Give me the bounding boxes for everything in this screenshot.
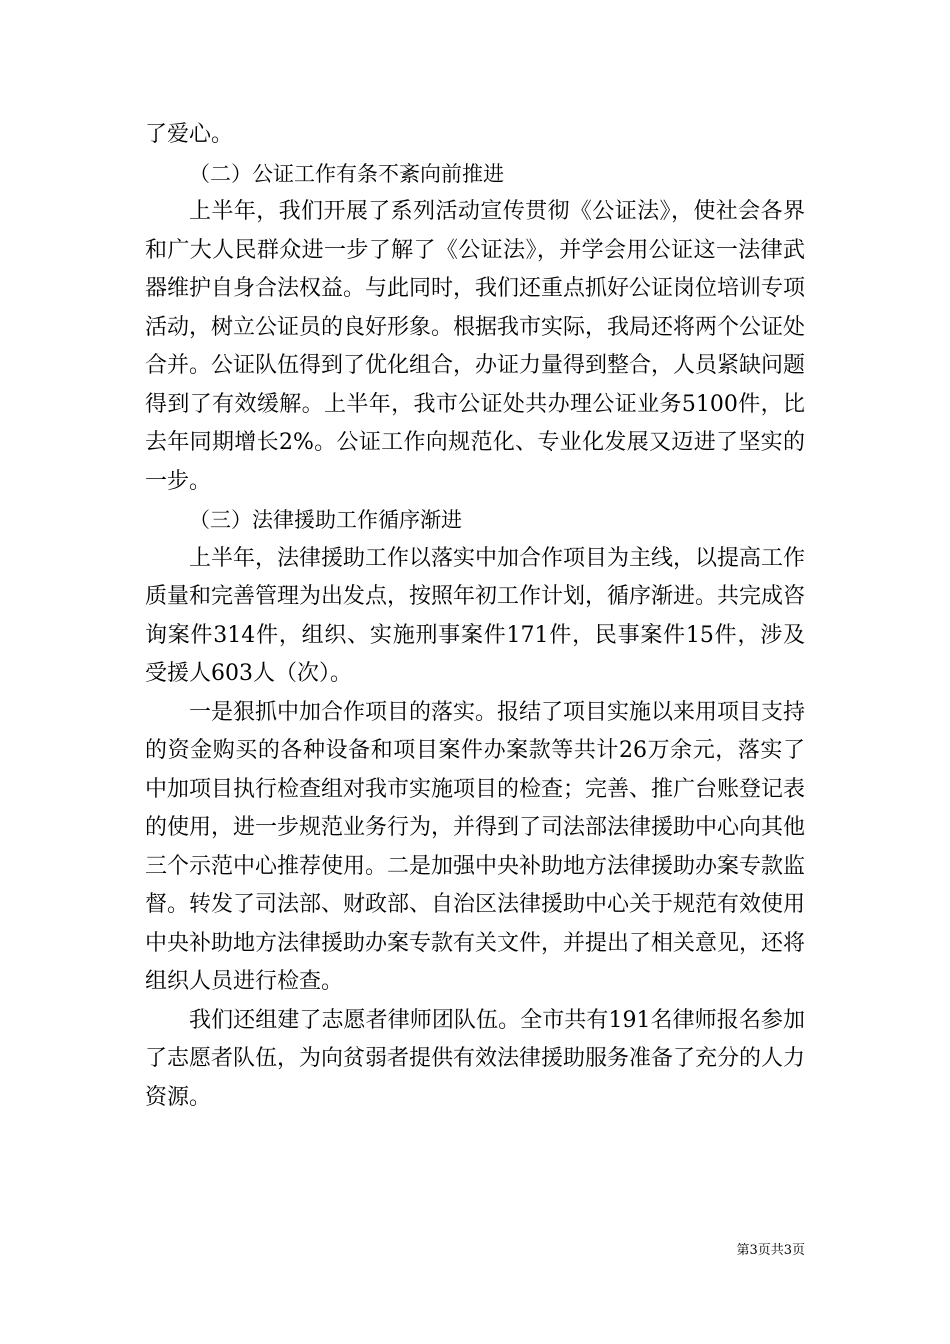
- document-body: [145, 116, 805, 1117]
- body-paragraph-volunteer-lawyers: 我们还组建了志愿者律师团队伍。全市共有191名律师报名参加了志愿者队伍，为向贫弱者提供有效法律援助服务准备了充分的人力资源。: [145, 1007, 806, 1110]
- continuation-paragraph: 了爱心。: [145, 122, 234, 147]
- page-number: 第3页共3页: [736, 1243, 805, 1258]
- body-paragraph-legal-aid: 上半年，法律援助工作以落实中加合作项目为主线，以提高工作质量和完善管理为出发点，按照年初工作计划，循序渐进。共完成咨询案件314件，组织、实施刑事案件171件，民事案件15件，涉及受援人603人（次）。: [145, 545, 806, 686]
- body-paragraph-cooperation-project: 一是狠抓中加合作项目的落实。报结了项目实施以来用项目支持的资金购买的各种设备和项目案件办案款等共计26万余元，落实了中加项目执行检查组对我市实施项目的检查；完善、推广台账登记表的使用，进一步规范业务行为，并得到了司法部法律援助中心向其他三个示范中心推荐使用。二是加强中央补助地方法律援助办案专款监督。转发了司法部、财政部、自治区法律援助中心关于规范有效使用中央补助地方法律援助办案专款有关文件，并提出了相关意见，还将组织人员进行检查。: [145, 699, 806, 994]
- section-heading-legal-aid: （三）法律援助工作循序渐进: [189, 508, 462, 532]
- section-heading-notary: （二）公证工作有条不紊向前推进: [189, 161, 504, 186]
- body-paragraph-notary: 上半年，我们开展了系列活动宣传贯彻《公证法》，使社会各界和广大人民群众进一步了解了《公证法》，并学会用公证这一法律武器维护自身合法权益。与此同时，我们还重点抓好公证岗位培训专项活动，树立公证员的良好形象。根据我市实际，我局还将两个公证处合并。公证队伍得到了优化组合，办证力量得到整合，人员紧缺问题得到了有效缓解。上半年，我市公证处共办理公证业务5100件，比去年同期增长2%。公证工作向规范化、专业化发展又迈进了坚实的一步。: [145, 199, 806, 494]
